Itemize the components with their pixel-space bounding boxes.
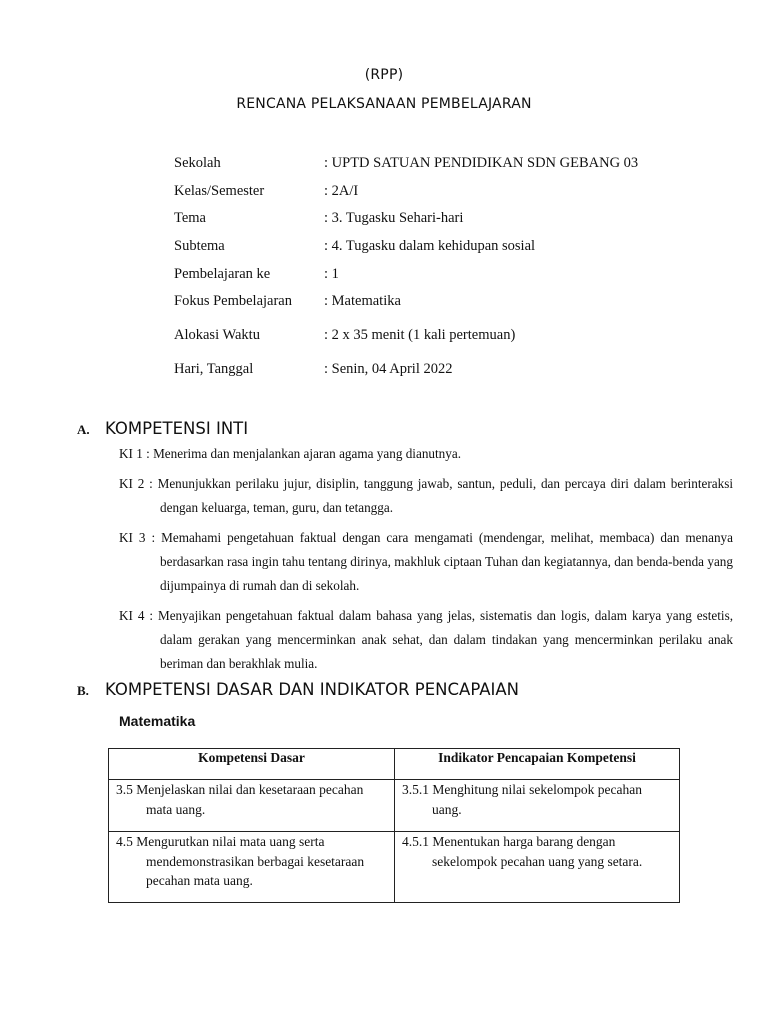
identity-label: Fokus Pembelajaran xyxy=(174,293,292,310)
section-heading-kompetensi-dasar xyxy=(77,680,519,699)
identity-value: : Matematika xyxy=(324,293,401,310)
identity-row-tema xyxy=(174,210,734,238)
identity-table xyxy=(174,155,734,389)
ki-item: KI 4 : Menyajikan pengetahuan faktual dalam bahasa yang jelas, sistematis dan logis, dalam karya yang estetis, dalam gerakan yang mencerminkan anak sehat, dan dalam tindakan yang mencerminkan perilaku anak beriman dan berakhlak mulia. xyxy=(119,608,733,671)
identity-label: Subtema xyxy=(174,238,225,255)
table-cell xyxy=(109,780,395,832)
table-header-indikator: Indikator Pencapaian Kompetensi xyxy=(395,749,680,780)
ki-item: KI 3 : Memahami pengetahuan faktual dengan cara mengamati (mendengar, melihat, membaca) dan menanya berdasarkan rasa ingin tahu tentang dirinya, makhluk ciptaan Tuhan dan kegiatannya, dan benda-benda yang dijumpainya di rumah dan di sekolah. xyxy=(119,530,733,593)
table-row xyxy=(109,780,680,832)
identity-label: Tema xyxy=(174,210,206,227)
identity-row-fokus xyxy=(174,293,734,327)
identity-label: Alokasi Waktu xyxy=(174,327,260,344)
identity-value: : 2 x 35 menit (1 kali pertemuan) xyxy=(324,327,516,344)
kompetensi-inti-list xyxy=(119,442,733,682)
subject-heading: Matematika xyxy=(119,713,196,729)
identity-row-hari xyxy=(174,361,734,389)
cell-text: 4.5 Mengurutkan nilai mata uang serta mendemonstrasikan berbagai kesetaraan pecahan mata uang. xyxy=(116,834,365,888)
ki-item: KI 1 : Menerima dan menjalankan ajaran agama yang dianutnya. xyxy=(119,446,462,461)
identity-value: : 2A/I xyxy=(324,182,359,199)
section-letter: A. xyxy=(77,422,90,437)
section-heading-kompetensi-inti xyxy=(77,419,248,438)
section-letter: B. xyxy=(77,683,89,698)
table-cell xyxy=(395,832,680,903)
section-title: KOMPETENSI DASAR DAN INDIKATOR PENCAPAIAN xyxy=(105,680,520,699)
identity-row-sekolah xyxy=(174,155,734,183)
cell-text: 4.5.1 Menentukan harga barang dengan sekelompok pecahan uang yang setara. xyxy=(402,834,643,869)
document-title: RENCANA PELAKSANAAN PEMBELAJARAN xyxy=(236,96,532,112)
identity-row-subtema xyxy=(174,238,734,266)
table-header-row xyxy=(109,749,680,780)
table-cell xyxy=(395,780,680,832)
document-code: (RPP) xyxy=(364,67,404,83)
kompetensi-table xyxy=(108,748,680,903)
cell-text: 3.5.1 Menghitung nilai sekelompok pecahan uang. xyxy=(402,782,642,817)
table-cell xyxy=(109,832,395,903)
identity-row-kelas xyxy=(174,183,734,211)
identity-value: : 4. Tugasku dalam kehidupan sosial xyxy=(324,238,536,255)
identity-label: Sekolah xyxy=(174,155,221,171)
identity-value: : 1 xyxy=(324,265,339,282)
identity-value: : 3. Tugasku Sehari-hari xyxy=(324,210,464,227)
table-row xyxy=(109,832,680,903)
identity-row-pembelajaran xyxy=(174,266,734,294)
identity-value: : UPTD SATUAN PENDIDIKAN SDN GEBANG 03 xyxy=(324,155,639,171)
identity-value: : Senin, 04 April 2022 xyxy=(324,361,453,378)
ki-item: KI 2 : Menunjukkan perilaku jujur, disiplin, tanggung jawab, santun, peduli, dan percaya diri dalam berinteraksi dengan keluarga, teman, guru, dan tetangga. xyxy=(119,476,733,515)
identity-row-alokasi xyxy=(174,327,734,361)
identity-label: Kelas/Semester xyxy=(174,182,265,199)
section-title: KOMPETENSI INTI xyxy=(105,419,249,438)
identity-label: Pembelajaran ke xyxy=(174,265,271,282)
table-header-kompetensi-dasar: Kompetensi Dasar xyxy=(109,749,395,780)
cell-text: 3.5 Menjelaskan nilai dan kesetaraan pecahan mata uang. xyxy=(116,782,364,817)
identity-label: Hari, Tanggal xyxy=(174,361,254,378)
